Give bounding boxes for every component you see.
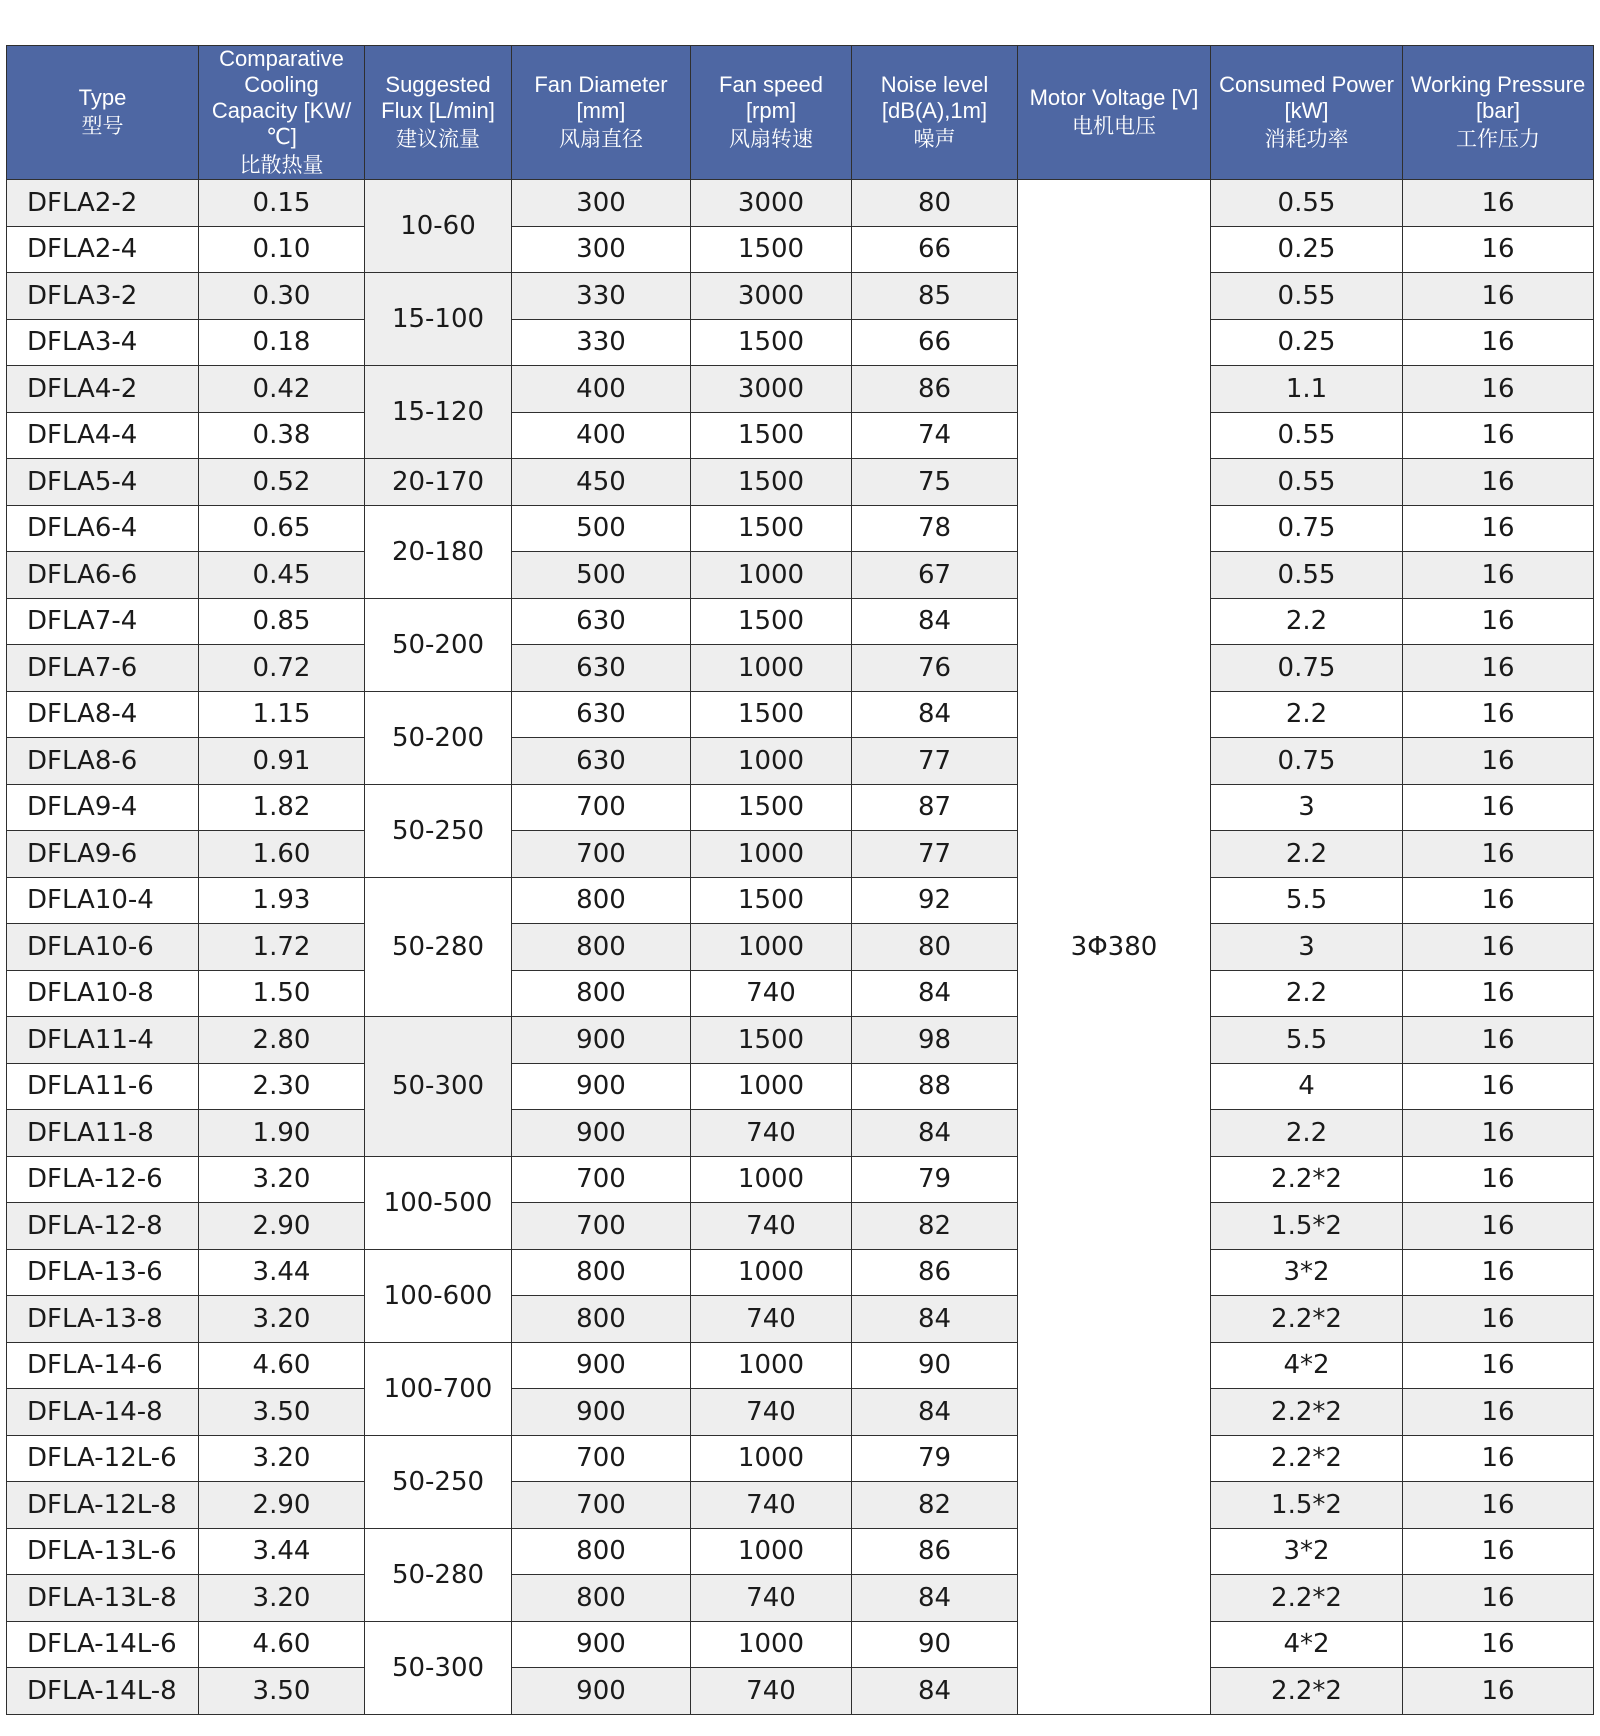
cell-consumed-power: 3*2 xyxy=(1211,1249,1403,1296)
cell-cooling-capacity: 0.15 xyxy=(199,180,365,227)
cell-noise-level: 86 xyxy=(852,1249,1018,1296)
cell-consumed-power: 3 xyxy=(1211,784,1403,831)
cell-fan-speed: 1000 xyxy=(691,1435,852,1482)
cell-fan-diameter: 700 xyxy=(512,784,691,831)
table-row xyxy=(7,1575,1594,1622)
cell-cooling-capacity: 0.45 xyxy=(199,552,365,599)
cell-working-pressure: 16 xyxy=(1403,552,1594,599)
cell-cooling-capacity: 2.90 xyxy=(199,1482,365,1529)
cell-working-pressure: 16 xyxy=(1403,1110,1594,1157)
cell-working-pressure: 16 xyxy=(1403,738,1594,785)
table-row xyxy=(7,459,1594,506)
cell-cooling-capacity: 3.50 xyxy=(199,1668,365,1715)
cell-working-pressure: 16 xyxy=(1403,1389,1594,1436)
header-working-pressure: Working Pressure [bar] 工作压力 xyxy=(1403,46,1594,180)
cell-cooling-capacity: 3.44 xyxy=(199,1528,365,1575)
cell-fan-speed: 1500 xyxy=(691,505,852,552)
cell-fan-diameter: 700 xyxy=(512,831,691,878)
cell-motor-voltage: 3Φ380 xyxy=(1018,180,1211,1715)
cell-fan-speed: 1000 xyxy=(691,1156,852,1203)
cell-noise-level: 74 xyxy=(852,412,1018,459)
table-row xyxy=(7,226,1594,273)
table-row xyxy=(7,366,1594,413)
cell-cooling-capacity: 0.30 xyxy=(199,273,365,320)
cell-fan-speed: 1500 xyxy=(691,877,852,924)
cell-fan-diameter: 450 xyxy=(512,459,691,506)
cell-fan-diameter: 800 xyxy=(512,877,691,924)
cell-fan-diameter: 400 xyxy=(512,366,691,413)
cell-type: DFLA2-2 xyxy=(7,180,199,227)
table-row xyxy=(7,1249,1594,1296)
cell-fan-diameter: 630 xyxy=(512,738,691,785)
table-row xyxy=(7,1389,1594,1436)
cell-consumed-power: 0.55 xyxy=(1211,459,1403,506)
cell-fan-diameter: 900 xyxy=(512,1063,691,1110)
cell-fan-diameter: 700 xyxy=(512,1482,691,1529)
header-fan-diameter: Fan Diameter [mm] 风扇直径 xyxy=(512,46,691,180)
cell-consumed-power: 3*2 xyxy=(1211,1528,1403,1575)
cell-consumed-power: 1.5*2 xyxy=(1211,1482,1403,1529)
cell-fan-diameter: 800 xyxy=(512,1528,691,1575)
table-row xyxy=(7,1296,1594,1343)
cell-fan-diameter: 500 xyxy=(512,552,691,599)
cell-type: DFLA-12-6 xyxy=(7,1156,199,1203)
cell-fan-diameter: 300 xyxy=(512,226,691,273)
cell-working-pressure: 16 xyxy=(1403,970,1594,1017)
cell-working-pressure: 16 xyxy=(1403,273,1594,320)
table-row xyxy=(7,691,1594,738)
cell-noise-level: 84 xyxy=(852,1110,1018,1157)
table-row xyxy=(7,412,1594,459)
cell-suggested-flux: 50-250 xyxy=(365,784,512,877)
cell-fan-speed: 740 xyxy=(691,1110,852,1157)
cell-fan-diameter: 900 xyxy=(512,1621,691,1668)
cell-consumed-power: 0.55 xyxy=(1211,180,1403,227)
cell-type: DFLA-14-6 xyxy=(7,1342,199,1389)
cell-suggested-flux: 100-600 xyxy=(365,1249,512,1342)
cell-cooling-capacity: 3.20 xyxy=(199,1156,365,1203)
cell-fan-diameter: 630 xyxy=(512,645,691,692)
cell-consumed-power: 0.25 xyxy=(1211,319,1403,366)
cell-fan-speed: 1500 xyxy=(691,459,852,506)
cell-cooling-capacity: 0.10 xyxy=(199,226,365,273)
cell-working-pressure: 16 xyxy=(1403,180,1594,227)
cell-suggested-flux: 50-250 xyxy=(365,1435,512,1528)
cell-noise-level: 66 xyxy=(852,226,1018,273)
cell-noise-level: 84 xyxy=(852,1575,1018,1622)
cell-type: DFLA-13-6 xyxy=(7,1249,199,1296)
cell-type: DFLA7-4 xyxy=(7,598,199,645)
cell-cooling-capacity: 4.60 xyxy=(199,1621,365,1668)
cell-fan-diameter: 500 xyxy=(512,505,691,552)
cell-consumed-power: 2.2*2 xyxy=(1211,1435,1403,1482)
cell-cooling-capacity: 4.60 xyxy=(199,1342,365,1389)
cell-working-pressure: 16 xyxy=(1403,598,1594,645)
cell-consumed-power: 3 xyxy=(1211,924,1403,971)
cell-noise-level: 67 xyxy=(852,552,1018,599)
cell-working-pressure: 16 xyxy=(1403,1435,1594,1482)
cell-consumed-power: 5.5 xyxy=(1211,877,1403,924)
cell-suggested-flux: 50-280 xyxy=(365,1528,512,1621)
cell-type: DFLA4-2 xyxy=(7,366,199,413)
table-row xyxy=(7,1482,1594,1529)
table-row xyxy=(7,180,1594,227)
cell-fan-speed: 740 xyxy=(691,1389,852,1436)
table-row xyxy=(7,1621,1594,1668)
cell-fan-speed: 1500 xyxy=(691,1017,852,1064)
cell-noise-level: 84 xyxy=(852,691,1018,738)
cell-cooling-capacity: 1.50 xyxy=(199,970,365,1017)
cell-fan-diameter: 900 xyxy=(512,1017,691,1064)
table-row xyxy=(7,645,1594,692)
cell-cooling-capacity: 2.30 xyxy=(199,1063,365,1110)
cell-fan-speed: 740 xyxy=(691,1296,852,1343)
cell-consumed-power: 2.2*2 xyxy=(1211,1575,1403,1622)
cell-cooling-capacity: 3.50 xyxy=(199,1389,365,1436)
cell-noise-level: 86 xyxy=(852,1528,1018,1575)
header-consumed-power: Consumed Power [kW] 消耗功率 xyxy=(1211,46,1403,180)
cell-working-pressure: 16 xyxy=(1403,1668,1594,1715)
cell-type: DFLA8-6 xyxy=(7,738,199,785)
cell-noise-level: 87 xyxy=(852,784,1018,831)
cell-working-pressure: 16 xyxy=(1403,412,1594,459)
cell-noise-level: 80 xyxy=(852,924,1018,971)
cell-working-pressure: 16 xyxy=(1403,831,1594,878)
cell-suggested-flux: 20-180 xyxy=(365,505,512,598)
cell-fan-speed: 1000 xyxy=(691,831,852,878)
cell-type: DFLA2-4 xyxy=(7,226,199,273)
cell-suggested-flux: 100-700 xyxy=(365,1342,512,1435)
cell-noise-level: 88 xyxy=(852,1063,1018,1110)
cell-consumed-power: 0.55 xyxy=(1211,273,1403,320)
table-row xyxy=(7,1063,1594,1110)
cell-type: DFLA11-4 xyxy=(7,1017,199,1064)
cell-suggested-flux: 50-280 xyxy=(365,877,512,1017)
cell-consumed-power: 2.2*2 xyxy=(1211,1668,1403,1715)
cell-consumed-power: 4 xyxy=(1211,1063,1403,1110)
cell-fan-diameter: 700 xyxy=(512,1203,691,1250)
cell-cooling-capacity: 1.60 xyxy=(199,831,365,878)
cell-consumed-power: 1.5*2 xyxy=(1211,1203,1403,1250)
table-row xyxy=(7,1203,1594,1250)
cell-fan-speed: 1500 xyxy=(691,598,852,645)
cell-noise-level: 84 xyxy=(852,970,1018,1017)
cell-noise-level: 84 xyxy=(852,1389,1018,1436)
cell-type: DFLA-14-8 xyxy=(7,1389,199,1436)
cell-cooling-capacity: 0.38 xyxy=(199,412,365,459)
cell-consumed-power: 4*2 xyxy=(1211,1342,1403,1389)
cell-type: DFLA-12L-8 xyxy=(7,1482,199,1529)
cell-working-pressure: 16 xyxy=(1403,877,1594,924)
spec-table xyxy=(6,45,1594,1715)
header-noise-level: Noise level [dB(A),1m] 噪声 xyxy=(852,46,1018,180)
cell-fan-speed: 740 xyxy=(691,970,852,1017)
table-row xyxy=(7,319,1594,366)
cell-suggested-flux: 50-200 xyxy=(365,598,512,691)
cell-fan-speed: 1000 xyxy=(691,738,852,785)
cell-working-pressure: 16 xyxy=(1403,1063,1594,1110)
cell-fan-diameter: 630 xyxy=(512,598,691,645)
cell-working-pressure: 16 xyxy=(1403,645,1594,692)
cell-noise-level: 85 xyxy=(852,273,1018,320)
cell-noise-level: 84 xyxy=(852,1296,1018,1343)
cell-fan-diameter: 900 xyxy=(512,1110,691,1157)
cell-consumed-power: 2.2*2 xyxy=(1211,1296,1403,1343)
cell-working-pressure: 16 xyxy=(1403,1156,1594,1203)
cell-fan-speed: 1000 xyxy=(691,1063,852,1110)
cell-cooling-capacity: 0.18 xyxy=(199,319,365,366)
cell-type: DFLA9-4 xyxy=(7,784,199,831)
table-row xyxy=(7,505,1594,552)
cell-noise-level: 75 xyxy=(852,459,1018,506)
cell-fan-speed: 3000 xyxy=(691,366,852,413)
cell-cooling-capacity: 0.91 xyxy=(199,738,365,785)
cell-consumed-power: 2.2 xyxy=(1211,691,1403,738)
cell-type: DFLA3-2 xyxy=(7,273,199,320)
cell-noise-level: 92 xyxy=(852,877,1018,924)
cell-fan-speed: 1500 xyxy=(691,784,852,831)
cell-fan-diameter: 900 xyxy=(512,1389,691,1436)
cell-consumed-power: 2.2 xyxy=(1211,598,1403,645)
cell-cooling-capacity: 0.65 xyxy=(199,505,365,552)
spec-table-body xyxy=(7,180,1594,1715)
cell-fan-speed: 1500 xyxy=(691,319,852,366)
cell-noise-level: 80 xyxy=(852,180,1018,227)
cell-working-pressure: 16 xyxy=(1403,784,1594,831)
cell-fan-speed: 3000 xyxy=(691,273,852,320)
table-row xyxy=(7,831,1594,878)
cell-cooling-capacity: 1.15 xyxy=(199,691,365,738)
cell-working-pressure: 16 xyxy=(1403,1249,1594,1296)
cell-fan-diameter: 330 xyxy=(512,319,691,366)
cell-cooling-capacity: 2.90 xyxy=(199,1203,365,1250)
cell-type: DFLA10-4 xyxy=(7,877,199,924)
cell-working-pressure: 16 xyxy=(1403,1575,1594,1622)
cell-type: DFLA5-4 xyxy=(7,459,199,506)
header-row xyxy=(7,46,1594,180)
cell-noise-level: 82 xyxy=(852,1482,1018,1529)
cell-noise-level: 84 xyxy=(852,598,1018,645)
cell-fan-speed: 1000 xyxy=(691,1249,852,1296)
table-row xyxy=(7,1017,1594,1064)
cell-cooling-capacity: 1.90 xyxy=(199,1110,365,1157)
cell-working-pressure: 16 xyxy=(1403,1621,1594,1668)
header-motor-voltage: Motor Voltage [V] 电机电压 xyxy=(1018,46,1211,180)
cell-type: DFLA11-8 xyxy=(7,1110,199,1157)
cell-cooling-capacity: 2.80 xyxy=(199,1017,365,1064)
cell-consumed-power: 4*2 xyxy=(1211,1621,1403,1668)
cell-consumed-power: 1.1 xyxy=(1211,366,1403,413)
header-cooling-capacity: Comparative Cooling Capacity [KW/℃] 比散热量 xyxy=(199,46,365,180)
cell-noise-level: 84 xyxy=(852,1668,1018,1715)
cell-fan-diameter: 800 xyxy=(512,970,691,1017)
cell-fan-speed: 3000 xyxy=(691,180,852,227)
cell-type: DFLA10-6 xyxy=(7,924,199,971)
cell-fan-speed: 1000 xyxy=(691,552,852,599)
cell-suggested-flux: 100-500 xyxy=(365,1156,512,1249)
table-row xyxy=(7,784,1594,831)
cell-working-pressure: 16 xyxy=(1403,226,1594,273)
cell-consumed-power: 2.2 xyxy=(1211,1110,1403,1157)
cell-consumed-power: 2.2*2 xyxy=(1211,1389,1403,1436)
cell-noise-level: 76 xyxy=(852,645,1018,692)
cell-fan-diameter: 800 xyxy=(512,1575,691,1622)
cell-fan-diameter: 700 xyxy=(512,1156,691,1203)
cell-consumed-power: 0.75 xyxy=(1211,645,1403,692)
table-row xyxy=(7,970,1594,1017)
cell-type: DFLA3-4 xyxy=(7,319,199,366)
cell-fan-diameter: 300 xyxy=(512,180,691,227)
cell-suggested-flux: 15-120 xyxy=(365,366,512,459)
table-row xyxy=(7,1156,1594,1203)
cell-fan-diameter: 630 xyxy=(512,691,691,738)
header-fan-speed: Fan speed [rpm] 风扇转速 xyxy=(691,46,852,180)
cell-fan-speed: 740 xyxy=(691,1482,852,1529)
table-row xyxy=(7,1435,1594,1482)
cell-cooling-capacity: 1.72 xyxy=(199,924,365,971)
header-type: Type 型号 xyxy=(7,46,199,180)
cell-working-pressure: 16 xyxy=(1403,505,1594,552)
cell-suggested-flux: 10-60 xyxy=(365,180,512,273)
cell-type: DFLA6-4 xyxy=(7,505,199,552)
cell-fan-diameter: 800 xyxy=(512,924,691,971)
cell-consumed-power: 5.5 xyxy=(1211,1017,1403,1064)
cell-fan-diameter: 800 xyxy=(512,1249,691,1296)
cell-noise-level: 98 xyxy=(852,1017,1018,1064)
table-row xyxy=(7,1528,1594,1575)
cell-consumed-power: 0.55 xyxy=(1211,552,1403,599)
cell-cooling-capacity: 0.52 xyxy=(199,459,365,506)
cell-fan-diameter: 330 xyxy=(512,273,691,320)
table-row xyxy=(7,924,1594,971)
cell-type: DFLA11-6 xyxy=(7,1063,199,1110)
cell-noise-level: 86 xyxy=(852,366,1018,413)
cell-suggested-flux: 50-200 xyxy=(365,691,512,784)
cell-cooling-capacity: 3.20 xyxy=(199,1435,365,1482)
cell-fan-diameter: 700 xyxy=(512,1435,691,1482)
cell-type: DFLA4-4 xyxy=(7,412,199,459)
cell-noise-level: 79 xyxy=(852,1156,1018,1203)
cell-noise-level: 82 xyxy=(852,1203,1018,1250)
cell-type: DFLA8-4 xyxy=(7,691,199,738)
cell-suggested-flux: 15-100 xyxy=(365,273,512,366)
table-row xyxy=(7,1668,1594,1715)
cell-working-pressure: 16 xyxy=(1403,366,1594,413)
cell-working-pressure: 16 xyxy=(1403,319,1594,366)
cell-consumed-power: 0.75 xyxy=(1211,505,1403,552)
cell-noise-level: 90 xyxy=(852,1342,1018,1389)
cell-cooling-capacity: 3.20 xyxy=(199,1296,365,1343)
table-row xyxy=(7,552,1594,599)
cell-type: DFLA-14L-8 xyxy=(7,1668,199,1715)
cell-working-pressure: 16 xyxy=(1403,1296,1594,1343)
cell-working-pressure: 16 xyxy=(1403,459,1594,506)
cell-fan-diameter: 900 xyxy=(512,1342,691,1389)
cell-cooling-capacity: 0.72 xyxy=(199,645,365,692)
cell-type: DFLA-14L-6 xyxy=(7,1621,199,1668)
cell-noise-level: 79 xyxy=(852,1435,1018,1482)
cell-fan-speed: 1500 xyxy=(691,691,852,738)
cell-working-pressure: 16 xyxy=(1403,924,1594,971)
cell-fan-speed: 1000 xyxy=(691,1528,852,1575)
cell-working-pressure: 16 xyxy=(1403,691,1594,738)
cell-consumed-power: 2.2 xyxy=(1211,970,1403,1017)
cell-working-pressure: 16 xyxy=(1403,1203,1594,1250)
cell-fan-speed: 740 xyxy=(691,1575,852,1622)
cell-working-pressure: 16 xyxy=(1403,1528,1594,1575)
cell-working-pressure: 16 xyxy=(1403,1482,1594,1529)
cell-working-pressure: 16 xyxy=(1403,1017,1594,1064)
cell-cooling-capacity: 1.93 xyxy=(199,877,365,924)
cell-fan-speed: 1000 xyxy=(691,1621,852,1668)
cell-type: DFLA9-6 xyxy=(7,831,199,878)
cell-noise-level: 77 xyxy=(852,831,1018,878)
cell-fan-speed: 740 xyxy=(691,1203,852,1250)
cell-consumed-power: 0.75 xyxy=(1211,738,1403,785)
cell-consumed-power: 0.25 xyxy=(1211,226,1403,273)
table-row xyxy=(7,1342,1594,1389)
cell-type: DFLA-13-8 xyxy=(7,1296,199,1343)
cell-cooling-capacity: 0.42 xyxy=(199,366,365,413)
cell-suggested-flux: 20-170 xyxy=(365,459,512,506)
table-row xyxy=(7,273,1594,320)
cell-fan-speed: 1000 xyxy=(691,1342,852,1389)
cell-type: DFLA6-6 xyxy=(7,552,199,599)
cell-suggested-flux: 50-300 xyxy=(365,1017,512,1157)
cell-type: DFLA-13L-8 xyxy=(7,1575,199,1622)
header-suggested-flux: Suggested Flux [L/min] 建议流量 xyxy=(365,46,512,180)
cell-fan-diameter: 800 xyxy=(512,1296,691,1343)
cell-fan-speed: 1000 xyxy=(691,645,852,692)
cell-cooling-capacity: 0.85 xyxy=(199,598,365,645)
cell-type: DFLA-13L-6 xyxy=(7,1528,199,1575)
cell-consumed-power: 2.2*2 xyxy=(1211,1156,1403,1203)
cell-noise-level: 78 xyxy=(852,505,1018,552)
cell-suggested-flux: 50-300 xyxy=(365,1621,512,1714)
cell-fan-diameter: 400 xyxy=(512,412,691,459)
cell-consumed-power: 2.2 xyxy=(1211,831,1403,878)
cell-type: DFLA7-6 xyxy=(7,645,199,692)
cell-working-pressure: 16 xyxy=(1403,1342,1594,1389)
table-row xyxy=(7,1110,1594,1157)
cell-consumed-power: 0.55 xyxy=(1211,412,1403,459)
cell-noise-level: 77 xyxy=(852,738,1018,785)
cell-type: DFLA-12L-6 xyxy=(7,1435,199,1482)
cell-noise-level: 90 xyxy=(852,1621,1018,1668)
table-row xyxy=(7,598,1594,645)
cell-noise-level: 66 xyxy=(852,319,1018,366)
cell-cooling-capacity: 3.20 xyxy=(199,1575,365,1622)
cell-cooling-capacity: 3.44 xyxy=(199,1249,365,1296)
cell-fan-speed: 1000 xyxy=(691,924,852,971)
cell-cooling-capacity: 1.82 xyxy=(199,784,365,831)
table-row xyxy=(7,877,1594,924)
table-row xyxy=(7,738,1594,785)
cell-fan-speed: 1500 xyxy=(691,412,852,459)
cell-type: DFLA10-8 xyxy=(7,970,199,1017)
cell-fan-speed: 740 xyxy=(691,1668,852,1715)
cell-type: DFLA-12-8 xyxy=(7,1203,199,1250)
cell-fan-speed: 1500 xyxy=(691,226,852,273)
cell-fan-diameter: 900 xyxy=(512,1668,691,1715)
